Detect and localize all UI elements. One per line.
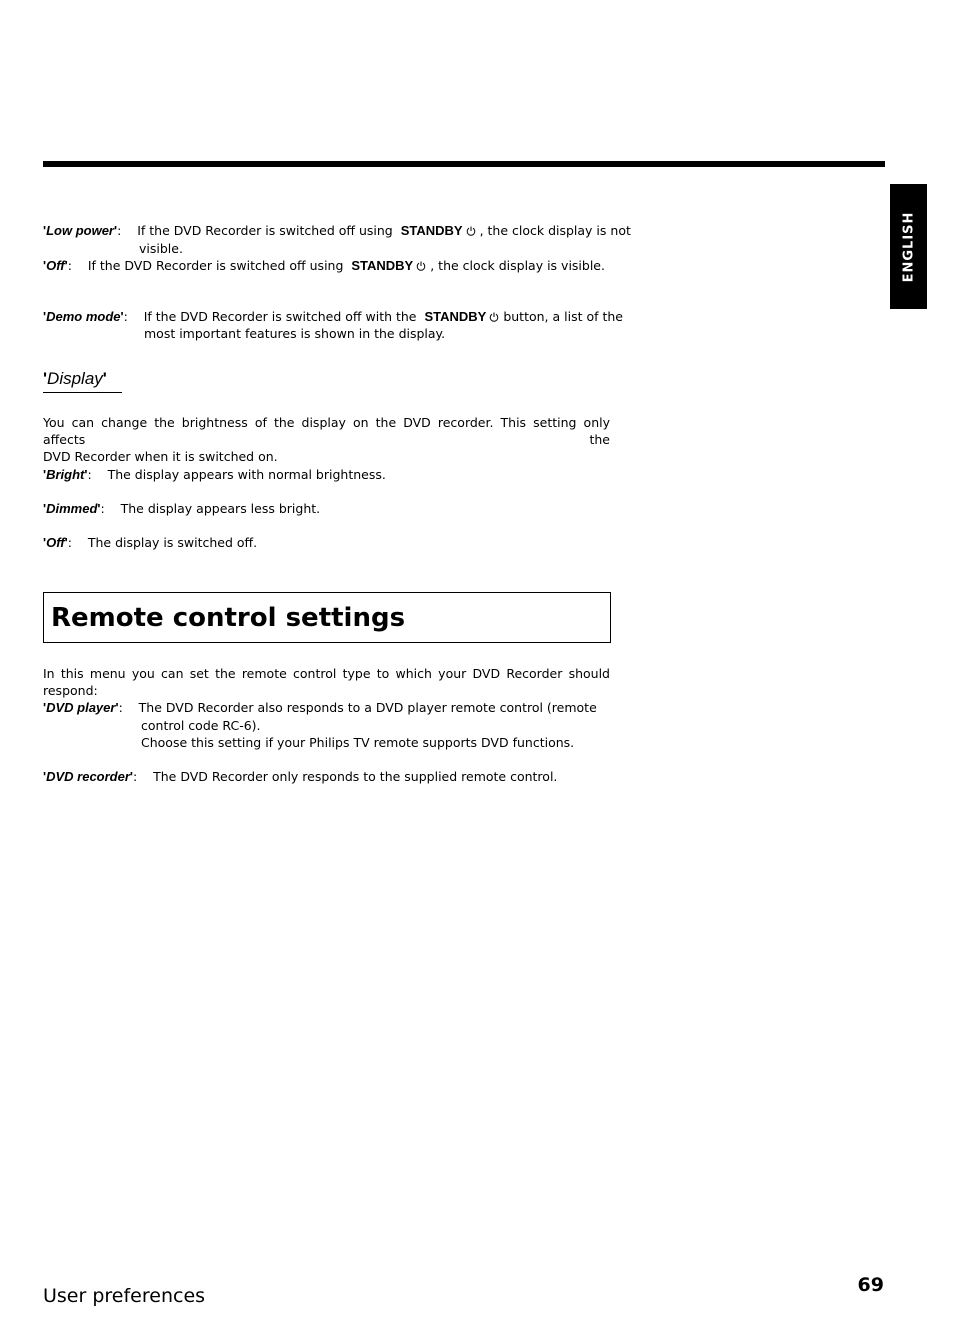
low-power-text-a: If the DVD Recorder is switched off using <box>137 223 393 238</box>
option-low-power: 'Low power': If the DVD Recorder is switched off using STANDBY , the clock display is not <box>43 223 631 238</box>
display-intro-line1: You can change the brightness of the display on the DVD recorder. This setting only affects the <box>43 415 610 447</box>
option-dimmed: 'Dimmed': The display appears less bright. <box>43 501 321 516</box>
power-icon <box>489 312 499 322</box>
power-icon <box>466 226 476 236</box>
remote-control-title: Remote control settings <box>51 603 406 633</box>
display-heading-label: Display <box>47 369 103 388</box>
page-number: 69 <box>857 1274 884 1296</box>
off-clock-text-a: If the DVD Recorder is switched off using <box>87 258 344 273</box>
term-dvd-player: DVD player <box>46 700 116 715</box>
term-dvd-recorder: DVD recorder <box>46 769 130 784</box>
language-label: ENGLISH <box>901 211 916 282</box>
option-dvd-player: 'DVD player': The DVD Recorder also responds to a DVD player remote control (remote <box>43 700 597 715</box>
term-off-display: Off <box>46 535 65 550</box>
top-rule <box>43 161 885 167</box>
option-off-display: 'Off': The display is switched off. <box>43 535 258 550</box>
standby-keyword: STANDBY <box>400 223 463 238</box>
option-demo-mode: 'Demo mode': If the DVD Recorder is switched off with the STANDBY button, a list of the <box>43 309 623 324</box>
option-bright: 'Bright': The display appears with normal brightness. <box>43 467 386 482</box>
bright-text: The display appears with normal brightness. <box>107 467 386 482</box>
language-tab <box>890 184 927 309</box>
term-dimmed: Dimmed <box>46 501 98 516</box>
demo-text-b: button, a list of the <box>503 309 623 324</box>
remote-intro: In this menu you can set the remote control type to which your DVD Recorder should respond: <box>43 666 610 698</box>
low-power-text-c: visible. <box>139 241 183 256</box>
standby-keyword: STANDBY <box>424 309 487 324</box>
term-low-power: Low power <box>46 223 114 238</box>
dimmed-text: The display appears less bright. <box>120 501 321 516</box>
standby-keyword: STANDBY <box>351 258 414 273</box>
off-clock-text-b: , the clock display is visible. <box>430 258 605 273</box>
display-heading: 'Display' <box>43 368 122 393</box>
demo-text-c: most important features is shown in the display. <box>144 326 446 341</box>
dvd-recorder-text: The DVD Recorder only responds to the supplied remote control. <box>153 769 558 784</box>
power-icon <box>416 261 426 271</box>
term-bright: Bright <box>46 467 85 482</box>
off-display-text: The display is switched off. <box>87 535 258 550</box>
display-intro-line2: DVD Recorder when it is switched on. <box>43 449 278 464</box>
dvd-player-text-a: The DVD Recorder also responds to a DVD player remote control (remote <box>138 700 597 715</box>
option-off-clock: 'Off': If the DVD Recorder is switched off using STANDBY , the clock display is visible. <box>43 258 605 273</box>
footer-section-name: User preferences <box>43 1285 206 1307</box>
dvd-player-text-b: control code RC-6). <box>141 718 261 733</box>
remote-control-title-box <box>43 592 611 643</box>
demo-text-a: If the DVD Recorder is switched off with the <box>143 309 417 324</box>
low-power-text-b: , the clock display is not <box>479 223 631 238</box>
display-intro <box>43 414 610 465</box>
option-dvd-recorder: 'DVD recorder': The DVD Recorder only responds to the supplied remote control. <box>43 769 558 784</box>
term-off-clock: Off <box>46 258 65 273</box>
dvd-player-text-c: Choose this setting if your Philips TV remote supports DVD functions. <box>141 735 575 750</box>
term-demo-mode: Demo mode <box>46 309 121 324</box>
